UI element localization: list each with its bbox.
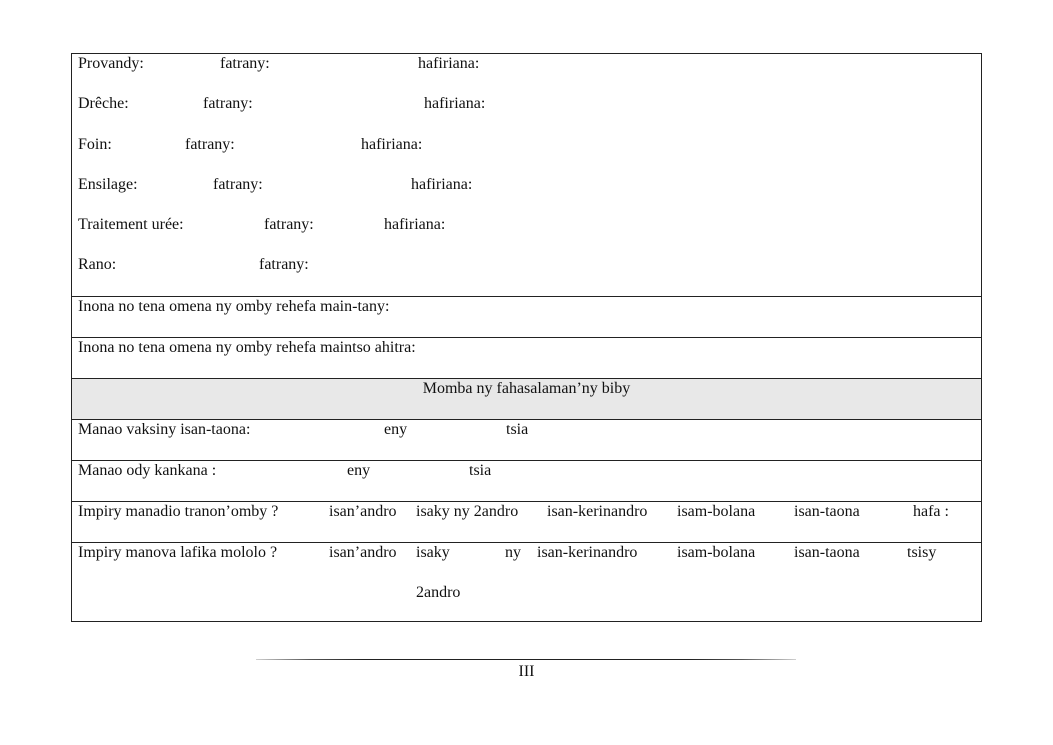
deworming-no-option[interactable]: tsia bbox=[469, 462, 492, 479]
stable-cleaning-row bbox=[72, 502, 981, 542]
dry-season-question: Inona no tena omena ny omby rehefa main-tany: bbox=[78, 298, 390, 315]
vaccine-label: Manao vaksiny isan-taona: bbox=[78, 421, 251, 438]
bedding-change-option-yearly[interactable]: isan-taona bbox=[794, 544, 860, 561]
dry-season-feed-row bbox=[72, 297, 981, 337]
feed-label-ensilage: Ensilage: bbox=[78, 176, 138, 193]
feed-fatrany-provandy: fatrany: bbox=[220, 55, 270, 72]
bedding-change-option-monthly[interactable]: isam-bolana bbox=[677, 544, 756, 561]
feed-label-foin: Foin: bbox=[78, 136, 112, 153]
feed-fatrany-ensilage: fatrany: bbox=[213, 176, 263, 193]
feed-label-dreche: Drêche: bbox=[78, 95, 129, 112]
feed-hafiriana-ensilage: hafiriana: bbox=[411, 176, 473, 193]
feed-label-provandy: Provandy: bbox=[78, 55, 144, 72]
feed-label-uree: Traitement urée: bbox=[78, 216, 184, 233]
livestock-form-table bbox=[71, 53, 982, 622]
bedding-change-option-weekly[interactable]: isan-kerinandro bbox=[537, 544, 638, 561]
feed-fatrany-dreche: fatrany: bbox=[203, 95, 253, 112]
feed-fatrany-foin: fatrany: bbox=[185, 136, 235, 153]
health-section-header bbox=[72, 379, 981, 419]
feed-fatrany-rano: fatrany: bbox=[259, 256, 309, 273]
bedding-change-option-daily[interactable]: isan’andro bbox=[329, 544, 397, 561]
feed-hafiriana-foin: hafiriana: bbox=[361, 136, 423, 153]
vaccine-no-option[interactable]: tsia bbox=[506, 421, 529, 438]
bedding-change-option-ny[interactable]: ny bbox=[505, 544, 521, 561]
stable-cleaning-option-weekly[interactable]: isan-kerinandro bbox=[547, 503, 648, 520]
stable-cleaning-label: Impiry manadio tranon’omby ? bbox=[78, 503, 279, 520]
stable-cleaning-option-daily[interactable]: isan’andro bbox=[329, 503, 397, 520]
green-season-question: Inona no tena omena ny omby rehefa maintso ahitra: bbox=[78, 339, 416, 356]
vaccine-row bbox=[72, 420, 981, 460]
stable-cleaning-option-monthly[interactable]: isam-bolana bbox=[677, 503, 756, 520]
stable-cleaning-option-every-2-days[interactable]: isaky ny 2andro bbox=[416, 503, 519, 520]
deworming-label: Manao ody kankana : bbox=[78, 462, 217, 479]
feed-hafiriana-dreche: hafiriana: bbox=[424, 95, 486, 112]
page-number: III bbox=[518, 663, 535, 680]
bedding-change-label: Impiry manova lafika mololo ? bbox=[78, 544, 278, 561]
bedding-change-option-2andro[interactable]: 2andro bbox=[416, 584, 461, 601]
health-section-title: Momba ny fahasalaman’ny biby bbox=[422, 380, 631, 397]
vaccine-yes-option[interactable]: eny bbox=[384, 421, 408, 438]
deworming-yes-option[interactable]: eny bbox=[347, 462, 371, 479]
bedding-change-row bbox=[72, 543, 981, 621]
feed-label-rano: Rano: bbox=[78, 256, 117, 273]
feed-section bbox=[72, 54, 981, 296]
feed-fatrany-uree: fatrany: bbox=[264, 216, 314, 233]
bedding-change-option-isaky[interactable]: isaky bbox=[416, 544, 450, 561]
bedding-change-option-none[interactable]: tsisy bbox=[907, 544, 937, 561]
feed-hafiriana-uree: hafiriana: bbox=[384, 216, 446, 233]
green-season-feed-row bbox=[72, 338, 981, 378]
footer-divider bbox=[256, 659, 796, 660]
feed-hafiriana-provandy: hafiriana: bbox=[418, 55, 480, 72]
stable-cleaning-option-yearly[interactable]: isan-taona bbox=[794, 503, 860, 520]
deworming-row bbox=[72, 461, 981, 501]
stable-cleaning-option-other[interactable]: hafa : bbox=[913, 503, 949, 520]
